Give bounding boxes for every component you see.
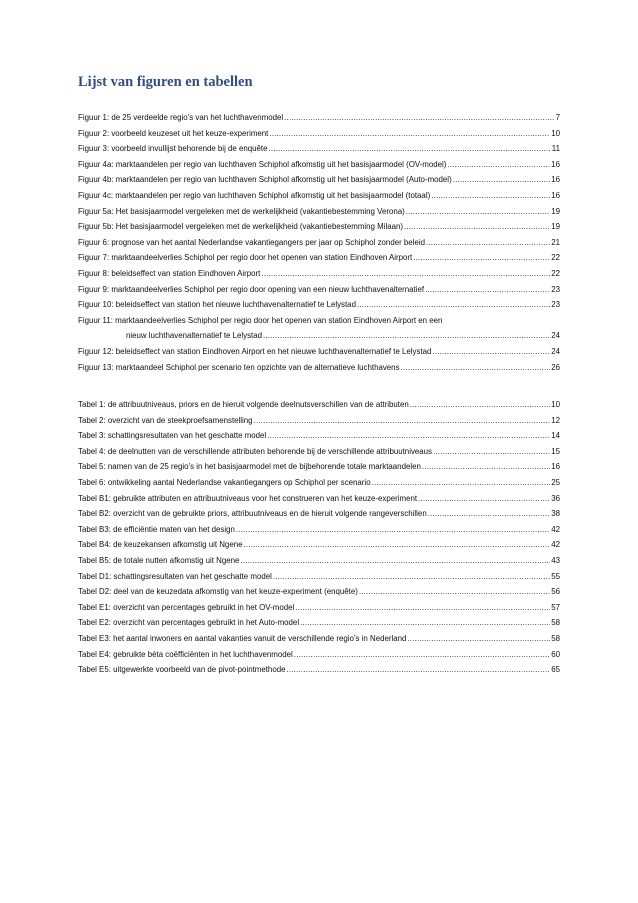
dot-leader — [372, 475, 551, 491]
entry-page-number: 12 — [551, 415, 560, 425]
entry-page-number: 60 — [551, 649, 560, 659]
entry-label: Tabel B2: overzicht van de gebruikte priors, attribuutniveaus en de hieruit volgende rangeverschillen — [78, 509, 427, 519]
figure-entry[interactable] — [78, 266, 560, 282]
figure-list — [78, 110, 560, 375]
entry-label: Figuur 10: beleidseffect van station het nieuwe luchthavenalternatief te Lelystad — [78, 300, 356, 310]
entry-label: Figuur 4b: marktaandelen per regio van luchthaven Schiphol afkomstig uit het basisjaarmodel (Auto-model) — [78, 175, 452, 185]
entry-page-number: 23 — [551, 284, 560, 294]
table-entry[interactable] — [78, 569, 560, 585]
entry-page-number: 57 — [551, 602, 560, 612]
entry-page-number: 25 — [551, 477, 560, 487]
entry-page-number: 58 — [551, 618, 560, 628]
entry-label: Tabel B3: de efficiëntie maten van het design — [78, 524, 235, 534]
table-entry[interactable] — [78, 397, 560, 413]
entry-label: Figuur 2: voorbeeld keuzeset uit het keuze-experiment — [78, 128, 269, 138]
figure-entry[interactable] — [78, 344, 560, 360]
figure-entry[interactable] — [78, 313, 560, 329]
entry-label: Figuur 3: voorbeeld invullijst behorende bij de enquête — [78, 144, 268, 154]
dot-leader — [407, 631, 550, 647]
entry-label: Figuur 8: beleidseffect van station Eindhoven Airport — [78, 268, 261, 278]
entry-page-number: 19 — [551, 222, 560, 232]
table-entry[interactable] — [78, 459, 560, 475]
dot-leader — [244, 537, 551, 553]
dot-leader — [240, 553, 550, 569]
dot-leader — [254, 413, 551, 429]
entry-label: Tabel E2: overzicht van percentages gebruikt in het Auto-model — [78, 618, 300, 628]
entry-page-number: 36 — [551, 493, 560, 503]
entry-page-number: 14 — [551, 431, 560, 441]
dot-leader — [428, 506, 551, 522]
entry-page-number: 24 — [551, 331, 560, 341]
entry-label: Figuur 4a: marktaandelen per regio van luchthaven Schiphol afkomstig uit het basisjaarmodel (OV-model) — [78, 159, 447, 169]
entry-page-number: 43 — [551, 555, 560, 565]
entry-page-number: 42 — [551, 540, 560, 550]
dot-leader — [433, 444, 550, 460]
table-entry[interactable] — [78, 428, 560, 444]
entry-label: Tabel E3: het aantal inwoners en aantal vakanties vanuit de verschillende regio’s in Nederland — [78, 633, 407, 643]
entry-page-number: 11 — [551, 144, 560, 154]
entry-page-number: 56 — [551, 587, 560, 597]
dot-leader — [236, 522, 550, 538]
entry-label: Figuur 5b: Het basisjaarmodel vergeleken met de werkelijkheid (vakantiebestemming Milaan) — [78, 222, 403, 232]
dot-leader — [422, 459, 550, 475]
entry-page-number: 7 — [555, 113, 560, 122]
entry-page-number: 21 — [551, 237, 560, 247]
dot-leader — [267, 428, 550, 444]
figure-entry[interactable] — [78, 282, 560, 298]
entry-label: nieuw luchthavenalternatief te Lelystad — [126, 331, 262, 341]
dot-leader — [357, 297, 550, 313]
entry-page-number: 16 — [551, 190, 560, 200]
figure-entry[interactable] — [78, 250, 560, 266]
entry-label: Tabel D1: schattingsresultaten van het geschatte model — [78, 571, 272, 581]
table-entry[interactable] — [78, 615, 560, 631]
table-entry[interactable] — [78, 444, 560, 460]
table-entry[interactable] — [78, 631, 560, 647]
dot-leader — [263, 328, 550, 344]
entry-label: Tabel 1: de attribuutniveaus, priors en de hieruit volgende deelnutsverschillen van de attributen — [78, 400, 409, 409]
dot-leader — [432, 344, 550, 360]
table-entry[interactable] — [78, 413, 560, 429]
table-entry[interactable] — [78, 600, 560, 616]
entry-label: Tabel 2: overzicht van de steekproefsamenstelling — [78, 415, 253, 425]
entry-label: Tabel B4: de keuzekansen afkomstig uit Ngene — [78, 540, 243, 550]
table-entry[interactable] — [78, 662, 560, 678]
table-entry[interactable] — [78, 553, 560, 569]
entry-label: Figuur 13: marktaandeel Schiphol per scenario ten opzichte van de alternatieve luchthavens — [78, 362, 400, 372]
entry-page-number: 26 — [551, 362, 560, 372]
dot-leader — [426, 235, 550, 251]
entry-label: Figuur 1: de 25 verdeelde regio’s van het luchthavenmodel — [78, 113, 284, 122]
figure-entry[interactable] — [78, 360, 560, 376]
entry-label: Tabel E5: uitgewerkte voorbeeld van de pivot-pointmethode — [78, 665, 286, 675]
figure-entry[interactable] — [78, 204, 560, 220]
entry-page-number: 42 — [551, 524, 560, 534]
entry-label: Tabel B1: gebruikte attributen en attribuutniveaus voor het construeren van het keuze-experiment — [78, 493, 418, 503]
dot-leader — [425, 282, 550, 298]
dot-leader — [453, 172, 551, 188]
figure-entry[interactable] — [78, 110, 560, 126]
entry-page-number: 22 — [551, 268, 560, 278]
dot-leader — [406, 204, 550, 220]
figure-entry-continuation[interactable] — [78, 328, 560, 344]
entry-label: Tabel 6: ontwikkeling aantal Nederlandse vakantiegangers op Schiphol per scenario — [78, 477, 371, 487]
table-entry[interactable] — [78, 506, 560, 522]
entry-page-number: 10 — [551, 128, 560, 138]
figure-entry[interactable] — [78, 157, 560, 173]
figure-entry[interactable] — [78, 126, 560, 142]
page-heading: Lijst van figuren en tabellen — [78, 74, 253, 90]
dot-leader — [418, 491, 550, 507]
table-entry[interactable] — [78, 475, 560, 491]
dot-leader — [401, 360, 551, 376]
dot-leader — [413, 250, 550, 266]
dot-leader — [431, 188, 550, 204]
entry-page-number: 16 — [551, 175, 560, 185]
entry-label: Figuur 5a: Het basisjaarmodel vergeleken met de werkelijkheid (vakantiebestemming Verona) — [78, 206, 405, 216]
entry-page-number: 19 — [551, 206, 560, 216]
dot-leader — [269, 126, 550, 142]
entry-label: Tabel 4: de deelnutten van de verschillende attributen behorende bij de verschillende attribuutniveaus — [78, 446, 433, 456]
table-list — [78, 397, 560, 678]
dot-leader — [410, 397, 550, 413]
dot-leader — [447, 157, 550, 173]
entry-label: Tabel 5: namen van de 25 regio’s in het basisjaarmodel met de bijbehorende totale marktaandelen — [78, 462, 421, 472]
table-entry[interactable] — [78, 647, 560, 663]
entry-page-number: 16 — [551, 462, 560, 472]
dot-leader — [294, 647, 550, 663]
entry-page-number: 24 — [551, 346, 560, 356]
figure-entry[interactable] — [78, 297, 560, 313]
entry-label: Figuur 12: beleidseffect van station Eindhoven Airport en het nieuwe luchthavenalternatief te Lelystad — [78, 346, 432, 356]
entry-label: Tabel E4: gebruikte bèta coëfficiënten in het luchthavenmodel — [78, 649, 293, 659]
entry-label: Figuur 9: marktaandeelverlies Schiphol per regio door opening van een nieuw luchthavenalternatief — [78, 284, 425, 294]
figure-entry[interactable] — [78, 235, 560, 251]
figure-entry[interactable] — [78, 188, 560, 204]
dot-leader — [269, 141, 551, 157]
entry-page-number: 23 — [551, 300, 560, 310]
entry-page-number: 58 — [551, 633, 560, 643]
entry-label: Figuur 11: marktaandeelverlies Schiphol per regio door het openen van station Eindhoven Airport en een — [78, 315, 443, 325]
dot-leader — [359, 584, 550, 600]
table-entry[interactable] — [78, 491, 560, 507]
dot-leader — [261, 266, 550, 282]
figure-entry[interactable] — [78, 141, 560, 157]
entry-label: Tabel B5: de totale nutten afkomstig uit Ngene — [78, 555, 240, 565]
entry-label: Tabel E1: overzicht van percentages gebruikt in het OV-model — [78, 602, 295, 612]
entry-page-number: 38 — [551, 509, 560, 519]
entry-page-number: 10 — [551, 400, 560, 409]
dot-leader — [286, 662, 550, 678]
entry-label: Figuur 4c: marktaandelen per regio van luchthaven Schiphol afkomstig uit het basisjaarmodel (totaal) — [78, 190, 431, 200]
entry-page-number: 15 — [551, 446, 560, 456]
table-entry[interactable] — [78, 522, 560, 538]
figure-entry[interactable] — [78, 219, 560, 235]
entry-label: Figuur 7: marktaandeelverlies Schiphol per regio door het openen van station Eindhoven Airport — [78, 253, 413, 263]
entry-page-number: 55 — [551, 571, 560, 581]
entry-page-number: 16 — [551, 159, 560, 169]
entry-page-number: 65 — [551, 665, 560, 675]
table-entry[interactable] — [78, 537, 560, 553]
entry-page-number: 22 — [551, 253, 560, 263]
dot-leader — [273, 569, 550, 585]
entry-label: Figuur 6: prognose van het aantal Nederlandse vakantiegangers per jaar op Schiphol zonder beleid — [78, 237, 425, 247]
entry-label: Tabel D2: deel van de keuzedata afkomstig van het keuze-experiment (enquête) — [78, 587, 358, 597]
dot-leader — [284, 110, 554, 126]
table-entry[interactable] — [78, 584, 560, 600]
figure-entry[interactable] — [78, 172, 560, 188]
dot-leader — [404, 219, 550, 235]
dot-leader — [295, 600, 550, 616]
entry-label: Tabel 3: schattingsresultaten van het geschatte model — [78, 431, 267, 441]
dot-leader — [300, 615, 550, 631]
